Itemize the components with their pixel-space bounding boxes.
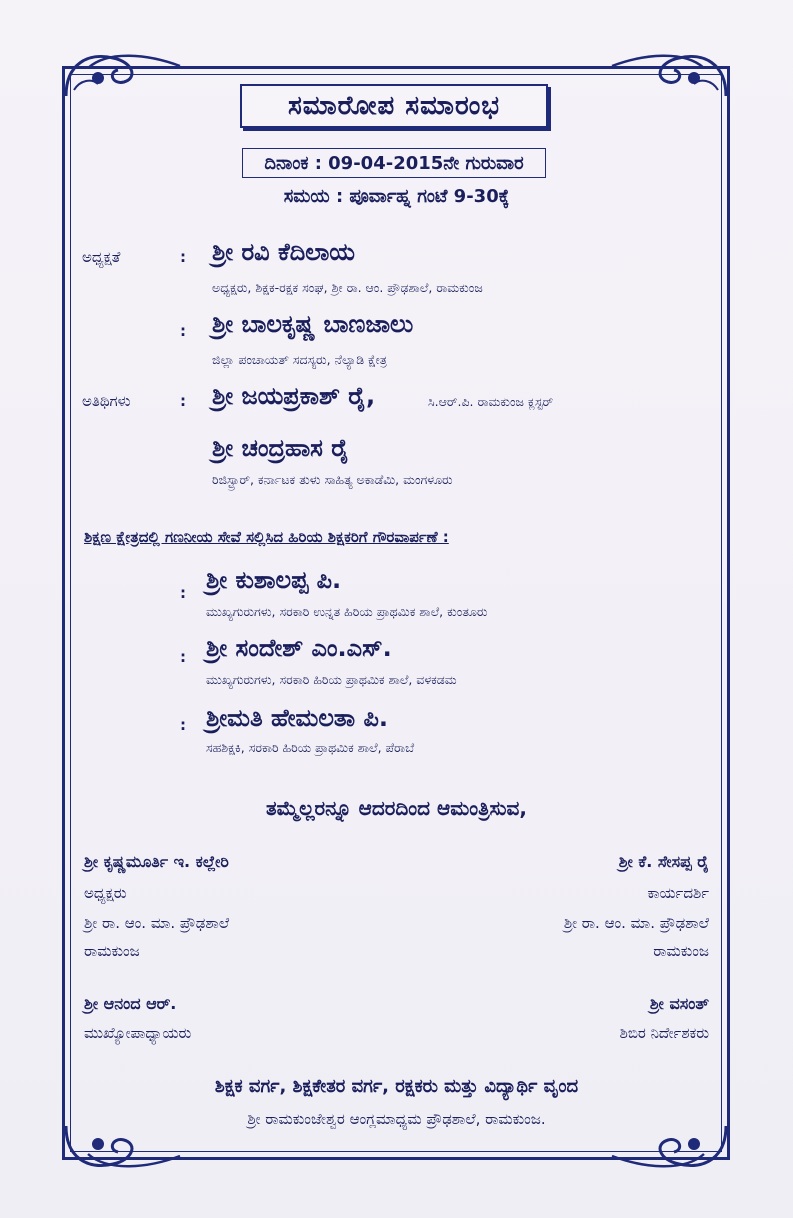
- honouree-3-colon: :: [180, 716, 186, 734]
- presidency-label: ಅಧ್ಯಕ್ಷತೆ: [82, 248, 121, 266]
- sig-left1-role: ಅಧ್ಯಕ್ಷರು: [84, 884, 127, 902]
- guest1-name: ಶ್ರೀ ಜಯಪ್ರಕಾಶ್ ರೈ,: [212, 382, 376, 410]
- sig-right1-place: ರಾಮಕುಂಜ: [653, 942, 709, 960]
- honouree-1-desc: ಮುಖ್ಯಗುರುಗಳು, ಸರಕಾರಿ ಉನ್ನತ ಹಿರಿಯ ಪ್ರಾಥಮಿಕ ಶಾಲೆ, ಕುಂತೂರು: [206, 604, 488, 619]
- corner-ornament-top-left: [58, 44, 188, 104]
- event-date: ದಿನಾಂಕ : 09-04-2015ನೇ ಗುರುವಾರ: [264, 152, 524, 174]
- presidency-name: ಶ್ರೀ ರವಿ ಕೆದಿಲಾಯ: [212, 238, 355, 266]
- sig-right1-role: ಕಾರ್ಯದರ್ಶಿ: [647, 884, 709, 902]
- guest2-name: ಶ್ರೀ ಚಂದ್ರಹಾಸ ರೈ: [212, 434, 349, 462]
- sig-right2-role: ಶಿಬಿರ ನಿರ್ದೇಶಕರು: [619, 1024, 709, 1042]
- date-box: [242, 148, 546, 178]
- guests-colon: :: [180, 392, 186, 410]
- event-time: ಸಮಯ : ಪೂರ್ವಾಹ್ನ ಗಂಟೆ 9-30ಕ್ಕೆ: [283, 186, 510, 207]
- corner-ornament-top-right: [604, 44, 734, 104]
- inauguration-name: ಶ್ರೀ ಬಾಲಕೃಷ್ಣ ಬಾಣಜಾಲು: [212, 310, 414, 338]
- footer-line-1: ಶಿಕ್ಷಕ ವರ್ಗ, ಶಿಕ್ಷಕೇತರ ವರ್ಗ, ರಕ್ಷಕರು ಮತ್ತು ವಿದ್ಯಾರ್ಥಿ ವೃಂದ: [214, 1076, 579, 1097]
- footer-line-2: ಶ್ರೀ ರಾಮಕುಂಜೇಶ್ವರ ಆಂಗ್ಲಮಾಧ್ಯಮ ಪ್ರೌಢಶಾಲೆ, ರಾಮಕುಂಜ.: [247, 1110, 546, 1128]
- honouree-2-name: ಶ್ರೀ ಸಂದೇಶ್ ಎಂ.ಎಸ್.: [206, 634, 392, 662]
- event-title: ಸಮಾರೋಪ ಸಮಾರಂಭ: [287, 90, 501, 121]
- inauguration-desc: ಜಿಲ್ಲಾ ಪಂಚಾಯತ್ ಸದಸ್ಯರು, ನೆಲ್ಯಾಡಿ ಕ್ಷೇತ್ರ: [212, 352, 387, 367]
- invite-line: ತಮ್ಮೆಲ್ಲರನ್ನೂ ಆದರದಿಂದ ಆಮಂತ್ರಿಸುವ,: [266, 796, 527, 820]
- sig-left1-place: ರಾಮಕುಂಜ: [84, 942, 140, 960]
- honouree-1-colon: :: [180, 584, 186, 602]
- sig-left1-org: ಶ್ರೀ ರಾ. ಆಂ. ಮಾ. ಪ್ರೌಢಶಾಲೆ: [84, 914, 230, 932]
- presidency-desc: ಅಧ್ಯಕ್ಷರು, ಶಿಕ್ಷಕ-ರಕ್ಷಕ ಸಂಘ, ಶ್ರೀ ರಾ. ಆಂ. ಪ್ರೌಢಶಾಲೆ, ರಾಮಕುಂಜ: [212, 280, 483, 295]
- sig-right2-name: ಶ್ರೀ ವಸಂತ್: [649, 994, 709, 1013]
- sig-left1-name: ಶ್ರೀ ಕೃಷ್ಣಮೂರ್ತಿ ಇ. ಕಲ್ಲೇರಿ: [84, 852, 229, 871]
- guests-label: ಅತಿಥಿಗಳು: [82, 392, 131, 410]
- honour-heading: ಶಿಕ್ಷಣ ಕ್ಷೇತ್ರದಲ್ಲಿ ಗಣನೀಯ ಸೇವೆ ಸಲ್ಲಿಸಿದ ಹಿರಿಯ ಶಿಕ್ಷಕರಿಗೆ ಗೌರವಾರ್ಪಣೆ :: [84, 528, 449, 546]
- honouree-1-name: ಶ್ರೀ ಕುಶಾಲಪ್ಪ ಪಿ.: [206, 566, 342, 594]
- honouree-3-name: ಶ್ರೀಮತಿ ಹೇಮಲತಾ ಪಿ.: [206, 704, 388, 732]
- inauguration-colon: :: [180, 322, 186, 340]
- honouree-2-colon: :: [180, 648, 186, 666]
- sig-right1-name: ಶ್ರೀ ಕೆ. ಸೇಸಪ್ಪ ರೈ: [618, 852, 709, 871]
- honouree-3-desc: ಸಹಶಿಕ್ಷಕಿ, ಸರಕಾರಿ ಹಿರಿಯ ಪ್ರಾಥಮಿಕ ಶಾಲೆ, ಪೆರಾಬೆ: [206, 740, 415, 755]
- presidency-colon: :: [180, 248, 186, 266]
- sig-left2-name: ಶ್ರೀ ಆನಂದ ಆರ್.: [84, 994, 177, 1013]
- guest2-desc: ರಿಜಿಸ್ಟ್ರಾರ್, ಕರ್ನಾಟಕ ತುಳು ಸಾಹಿತ್ಯ ಅಕಾಡೆಮಿ, ಮಂಗಳೂರು: [212, 472, 453, 487]
- guest1-desc: ಸಿ.ಆರ್.ಪಿ. ರಾಮಕುಂಜ ಕ್ಲಸ್ಟರ್: [428, 394, 554, 409]
- sig-right1-org: ಶ್ರೀ ರಾ. ಆಂ. ಮಾ. ಪ್ರೌಢಶಾಲೆ: [563, 914, 709, 932]
- sig-left2-role: ಮುಖ್ಯೋಪಾಧ್ಯಾಯರು: [84, 1024, 192, 1042]
- title-box: [240, 84, 548, 128]
- honouree-2-desc: ಮುಖ್ಯಗುರುಗಳು, ಸರಕಾರಿ ಹಿರಿಯ ಪ್ರಾಥಮಿಕ ಶಾಲೆ, ವಳಕಡಮ: [206, 672, 457, 687]
